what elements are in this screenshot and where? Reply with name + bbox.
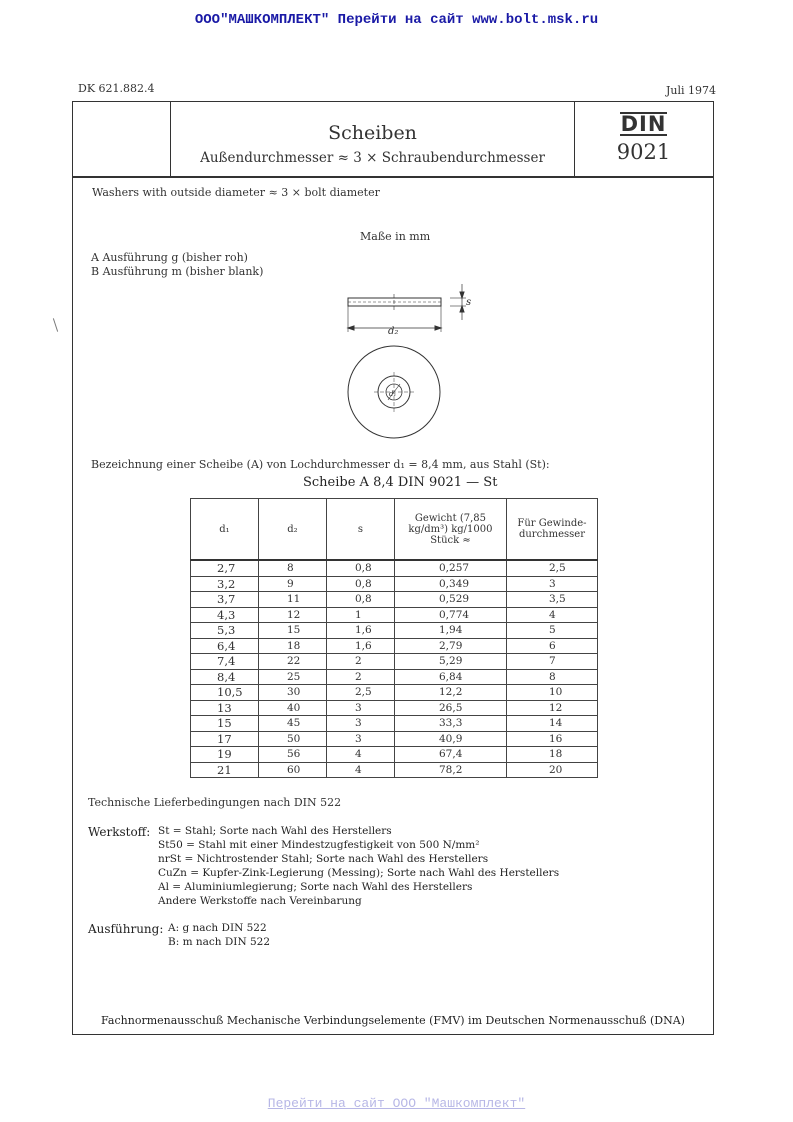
cell-weight: 1,94 (395, 623, 507, 639)
cell-thread: 5 (506, 623, 597, 639)
washer-side-view (348, 284, 466, 332)
variant-b-note: B Ausführung m (bisher blank) (91, 265, 264, 278)
header-d1: d₁ (191, 499, 259, 561)
cell-d2: 25 (259, 669, 327, 685)
cell-weight: 6,84 (395, 669, 507, 685)
title-block-title-cell (171, 102, 575, 176)
cell-thread: 10 (506, 685, 597, 701)
document-title: Scheiben (328, 122, 417, 144)
table-row (191, 747, 598, 763)
cell-thread: 12 (506, 700, 597, 716)
header-d2: d₂ (259, 499, 327, 561)
cell-d2: 45 (259, 716, 327, 732)
cell-d2: 8 (259, 560, 327, 576)
material-label: Werkstoff: (88, 825, 151, 839)
bottom-site-link[interactable]: Перейти на сайт ООО "Машкомплект" (267, 1096, 526, 1111)
cell-weight: 0,774 (395, 607, 507, 623)
material-line: Andere Werkstoffe nach Vereinbarung (158, 895, 362, 907)
units-note: Maße in mm (360, 230, 431, 243)
cell-s: 3 (327, 700, 395, 716)
din-number: 9021 (616, 140, 671, 164)
cell-thread: 6 (506, 638, 597, 654)
title-block-blank-cell (73, 102, 171, 176)
cell-s: 1,6 (327, 623, 395, 639)
table-row (191, 700, 598, 716)
cell-weight: 26,5 (395, 700, 507, 716)
cell-d2: 30 (259, 685, 327, 701)
cell-s: 0,8 (327, 576, 395, 592)
cell-d1: 8,4 (191, 669, 259, 685)
cell-d2: 56 (259, 747, 327, 763)
cell-d1: 15 (191, 716, 259, 732)
cell-d1: 10,5 (191, 685, 259, 701)
dimension-d1-label: d₁ (389, 390, 397, 398)
header-weight: Gewicht (7,85 kg/dm³) kg/1000 Stück ≈ (395, 499, 507, 561)
cell-d2: 40 (259, 700, 327, 716)
cell-d1: 17 (191, 731, 259, 747)
table-row (191, 762, 598, 778)
cell-weight: 33,3 (395, 716, 507, 732)
cell-s: 2,5 (327, 685, 395, 701)
cell-weight: 12,2 (395, 685, 507, 701)
cell-weight: 5,29 (395, 654, 507, 670)
cell-d1: 19 (191, 747, 259, 763)
cell-s: 4 (327, 762, 395, 778)
cell-s: 2 (327, 669, 395, 685)
cell-d2: 9 (259, 576, 327, 592)
cell-thread: 8 (506, 669, 597, 685)
committee-footer: Fachnormenausschuß Mechanische Verbindungselemente (FMV) im Deutschen Normenausschuß (DNA) (101, 1014, 685, 1027)
finish-label: Ausführung: (88, 922, 164, 936)
cell-d1: 3,2 (191, 576, 259, 592)
cell-weight: 67,4 (395, 747, 507, 763)
cell-s: 0,8 (327, 592, 395, 608)
material-line: Al = Aluminiumlegierung; Sorte nach Wahl des Herstellers (158, 881, 473, 893)
cell-d1: 6,4 (191, 638, 259, 654)
dimension-s-label: s (466, 297, 472, 308)
cell-thread: 20 (506, 762, 597, 778)
cell-weight: 40,9 (395, 731, 507, 747)
cell-d1: 21 (191, 762, 259, 778)
washer-drawing (330, 282, 480, 442)
cell-d2: 11 (259, 592, 327, 608)
cell-s: 3 (327, 731, 395, 747)
table-row (191, 623, 598, 639)
material-line: St50 = Stahl mit einer Mindestzugfestigkeit von 500 N/mm² (158, 839, 480, 851)
table-header-row (191, 499, 598, 561)
table-row (191, 638, 598, 654)
material-line: CuZn = Kupfer-Zink-Legierung (Messing); Sorte nach Wahl des Herstellers (158, 867, 560, 879)
dimension-table (190, 498, 598, 778)
table-row (191, 607, 598, 623)
cell-d2: 12 (259, 607, 327, 623)
header-thread-diameter: Für Gewinde-durchmesser (506, 499, 597, 561)
finish-line: B: m nach DIN 522 (168, 936, 271, 948)
table-row (191, 669, 598, 685)
material-line: St = Stahl; Sorte nach Wahl des Herstellers (158, 825, 392, 837)
finish-line: A: g nach DIN 522 (168, 922, 267, 934)
cell-thread: 2,5 (506, 560, 597, 576)
cell-s: 0,8 (327, 560, 395, 576)
material-line: nrSt = Nichtrostender Stahl; Sorte nach Wahl des Herstellers (158, 853, 489, 865)
designation-example: Scheibe A 8,4 DIN 9021 — St (303, 475, 498, 490)
dimension-d2-label: d₂ (388, 326, 399, 337)
header-s: s (327, 499, 395, 561)
title-block-din-cell (575, 102, 712, 176)
cell-d1: 2,7 (191, 560, 259, 576)
cell-thread: 16 (506, 731, 597, 747)
cell-s: 4 (327, 747, 395, 763)
cell-thread: 18 (506, 747, 597, 763)
table-row (191, 560, 598, 576)
cell-weight: 0,257 (395, 560, 507, 576)
table-row (191, 576, 598, 592)
cell-d1: 5,3 (191, 623, 259, 639)
cell-d2: 22 (259, 654, 327, 670)
cell-weight: 2,79 (395, 638, 507, 654)
cell-d1: 4,3 (191, 607, 259, 623)
table-row (191, 731, 598, 747)
cell-thread: 7 (506, 654, 597, 670)
table-row (191, 716, 598, 732)
cell-d2: 60 (259, 762, 327, 778)
cell-weight: 0,529 (395, 592, 507, 608)
cell-d1: 13 (191, 700, 259, 716)
table-row (191, 592, 598, 608)
table-row (191, 685, 598, 701)
cell-s: 2 (327, 654, 395, 670)
cell-thread: 14 (506, 716, 597, 732)
cell-weight: 0,349 (395, 576, 507, 592)
scan-mark (53, 318, 58, 332)
cell-d2: 15 (259, 623, 327, 639)
title-block (72, 101, 714, 178)
cell-d2: 18 (259, 638, 327, 654)
english-title: Washers with outside diameter ≈ 3 × bolt diameter (92, 186, 380, 199)
cell-d1: 7,4 (191, 654, 259, 670)
cell-d1: 3,7 (191, 592, 259, 608)
cell-thread: 3,5 (506, 592, 597, 608)
cell-thread: 4 (506, 607, 597, 623)
cell-d2: 50 (259, 731, 327, 747)
din-logo: DIN (620, 112, 667, 136)
dk-classification: DK 621.882.4 (78, 82, 155, 95)
cell-thread: 3 (506, 576, 597, 592)
document-subtitle: Außendurchmesser ≈ 3 × Schraubendurchmesser (200, 150, 545, 166)
designation-text: Bezeichnung einer Scheibe (A) von Lochdurchmesser d₁ = 8,4 mm, aus Stahl (St): (91, 458, 550, 471)
cell-s: 1,6 (327, 638, 395, 654)
delivery-conditions: Technische Lieferbedingungen nach DIN 522 (88, 796, 342, 809)
publication-date: Juli 1974 (665, 84, 716, 97)
cell-s: 3 (327, 716, 395, 732)
cell-s: 1 (327, 607, 395, 623)
top-site-link[interactable]: ООО"МАШКОМПЛЕКТ" Перейти на сайт www.bolt.msk.ru (194, 12, 599, 28)
table-body (191, 560, 598, 778)
table-row (191, 654, 598, 670)
variant-a-note: A Ausführung g (bisher roh) (91, 251, 248, 264)
cell-weight: 78,2 (395, 762, 507, 778)
